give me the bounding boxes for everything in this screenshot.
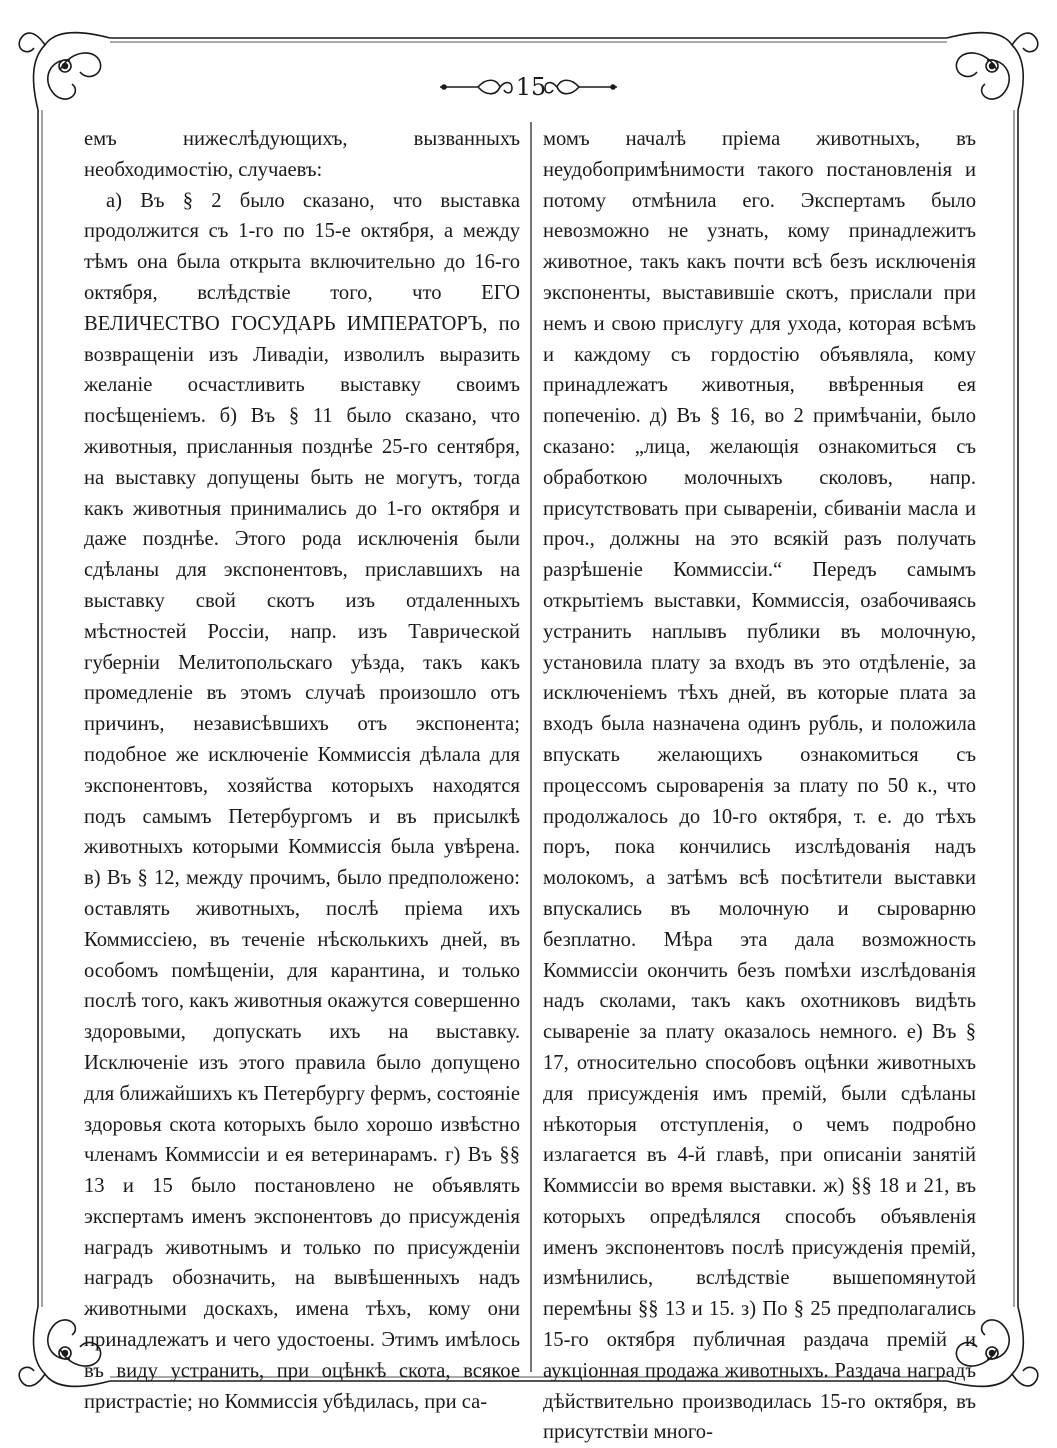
right-column: [543, 124, 976, 1448]
page-number: 15: [515, 73, 547, 101]
paragraph: момъ началѣ пріема животныхъ, въ неудобопримѣнимости такого постановленія и потому отмѣнила его. Экспертамъ было невозможно не узнать, кому принадлежитъ животное, такъ какъ почти всѣ безъ исключенія экспоненты, выставившіе скотъ, прислали при немъ и свою прислугу для ухода, которая всѣмъ и каждому съ гордостію объявляла, кому принадлежатъ животныя, ввѣренныя ея попеченію. д) Въ § 16, во 2 примѣчаніи, было сказано: „лица, желающія ознакомиться съ обработкою молочныхъ сколовъ, напр. присутствовать при сывареніи, сбиваніи масла и проч., должны на это всякій разъ получать разрѣшеніе Коммиссіи.“ Передъ самымъ открытіемъ выставки, Коммиссія, озабочиваясь устранить наплывъ публики въ молочную, установила плату за входъ въ это отдѣленіе, за исключеніемъ тѣхъ дней, въ которые плата за входъ была назначена одинъ рубль, и положила впускать желающихъ ознакомиться съ процессомъ сыроваренія за плату по 50 к., что продолжалось до 10-го октября, т. е. до тѣхъ поръ, пока кончились изслѣдованія надъ молокомъ, а затѣмъ всѣ посѣтители выставки впускались въ молочную и сыроварню безплатно. Мѣра эта дала возможность Коммиссіи окончить безъ помѣхи изслѣдованія надъ сколами, такъ какъ охотниковъ видѣть сывареніе за плату оказалось немного. е) Въ § 17, относительно способовъ оцѣнки животныхъ для присужденія имъ премій, были сдѣланы нѣкоторыя отступленія, о чемъ подробно излагается въ 4-й главѣ, при описаніи занятій Коммиссіи во время выставки. ж) §§ 18 и 21, въ которыхъ опредѣлялся способъ объявленія именъ экспонентовъ послѣ присужденія премій, измѣнились, вслѣдствіе вышепомянутой перемѣны §§ 13 и 15. з) По § 25 предполагались 15-го октября публичная раздача премій и аукціонная продажа животныхъ. Раздача наградъ дѣйствительно производилась 15-го октября, въ присутствіи много-: [543, 128, 976, 1444]
corner-ornament-top-right: [947, 33, 1038, 110]
paragraph: а) Въ § 2 было сказано, что выставка продолжится съ 1-го по 15-е октября, а между тѣмъ она была открыта включительно до 16-го октября, вслѣдствіе того, что ЕГО ВЕЛИЧЕСТВО ГОСУДАРЬ ИМПЕРАТОРЪ, по возвращеніи изъ Ливадіи, изволилъ выразить желаніе осчастливить выставку своимъ посѣщеніемъ. б) Въ § 11 было сказано, что животныя, присланныя позднѣе 25-го сентября, на выставку допущены быть не могутъ, тогда какъ животныя принимались до 1-го октября и даже позднѣе. Этого рода исключенія были сдѣланы для экспонентовъ, приславшихъ на выставку свой скотъ изъ отдаленныхъ мѣстностей Россіи, напр. изъ Таврической губерніи Мелитопольскаго уѣзда, такъ какъ промедленіе въ этомъ случаѣ произошло отъ причинъ, независѣвшихъ отъ экспонента; подобное же исключеніе Коммиссія дѣлала для экспонентовъ, хозяйства которыхъ находятся подъ самымъ Петербургомъ и въ присылкѣ животныхъ которыми Коммиссія была увѣрена. в) Въ § 12, между прочимъ, было предположено: оставлять животныхъ, послѣ пріема ихъ Коммиссіею, въ теченіе нѣсколькихъ дней, въ особомъ помѣщеніи, для карантина, и только послѣ того, какъ животныя окажутся совершенно здоровыми, допускать ихъ на выставку. Исключеніе изъ этого правила было допущено для ближайшихъ къ Петербургу фермъ, состояніе здоровья скота которыхъ было хорошо извѣстно членамъ Коммиссіи и ея ветеринарамъ. г) Въ §§ 13 и 15 было постановлено не объявлять экспертамъ именъ экспонентовъ до присужденія наградъ животнымъ и только по присужденіи наградъ обозначить, на вывѣшенныхъ надъ животными доскахъ, имена тѣхъ, кому они принадлежатъ и чего удостоены. Этимъ имѣлось въ виду устранить, при оцѣнкѣ скота, всякое пристрастіе; но Коммиссія убѣдилась, при са-: [84, 189, 520, 1413]
paragraph: емъ нижеслѣдующихъ, вызванныхъ необходимостію, случаевъ:: [84, 128, 520, 181]
left-column: [84, 124, 520, 1417]
corner-ornament-top-left: [19, 33, 110, 110]
